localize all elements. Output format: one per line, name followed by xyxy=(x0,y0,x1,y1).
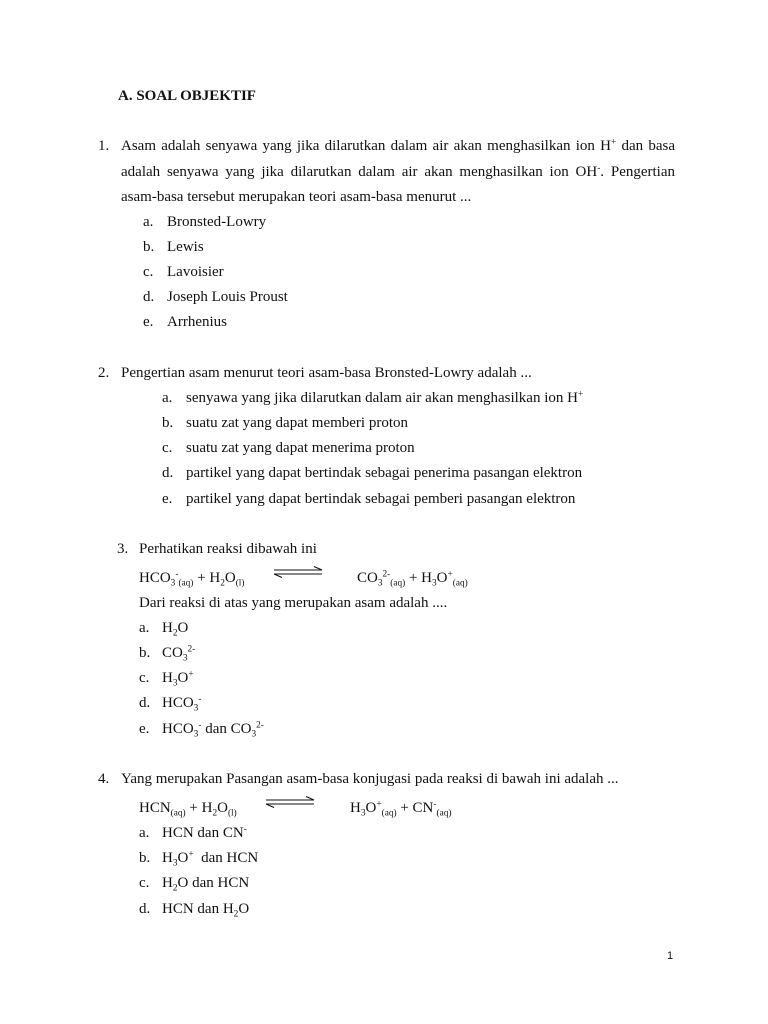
q2-option-c-label: c. xyxy=(162,440,173,456)
q3-number: 3. xyxy=(117,541,129,557)
q1-option-c-label: c. xyxy=(143,264,154,280)
q2-number: 2. xyxy=(98,365,110,381)
q4-option-b-label: b. xyxy=(139,850,151,866)
q3-text: Perhatikan reaksi dibawah ini xyxy=(139,541,317,557)
q1-line-2: adalah senyawa yang jika dilarutkan dalam air akan menghasilkan ion OH-. Pengertian xyxy=(121,163,675,180)
q1-option-b-label: b. xyxy=(143,239,155,255)
q1-option-a: Bronsted-Lowry xyxy=(167,214,267,230)
q3-option-e-label: e. xyxy=(139,721,150,737)
section-title: A. SOAL OBJEKTIF xyxy=(118,88,256,104)
q3-reaction-right: $CO_3^{2-}_{(aq)} + H_3O^+_{(aq)}$ xyxy=(357,569,468,589)
q1-option-d-label: d. xyxy=(143,289,155,305)
q3-option-c: $H_3O^+$ xyxy=(162,669,194,689)
q1-option-b: Lewis xyxy=(167,239,204,255)
q3-option-a-label: a. xyxy=(139,620,150,636)
q1-number: 1. xyxy=(98,138,110,154)
equilibrium-arrow-icon xyxy=(264,796,316,808)
q1-option-c: Lavoisier xyxy=(167,264,224,280)
q1-line-3: asam-basa tersebut merupakan teori asam-basa menurut ... xyxy=(121,189,472,205)
q4-number: 4. xyxy=(98,771,110,787)
q3-option-d: $HCO_3^-$ xyxy=(162,694,202,714)
q2-option-a-label: a. xyxy=(162,390,173,406)
q4-text: Yang merupakan Pasangan asam-basa konjugasi pada reaksi di bawah ini adalah ... xyxy=(121,771,619,787)
q3-reaction-left: $HCO_3^-_{(aq)} + H_2O_{(l)}$ xyxy=(139,569,245,589)
q4-option-c-label: c. xyxy=(139,875,150,891)
q3-option-a: $H_2O$ xyxy=(162,620,189,639)
q1-option-e: Arrhenius xyxy=(167,314,227,330)
q1-option-a-label: a. xyxy=(143,214,154,230)
q4-option-b: $H_3O^+$ dan HCN xyxy=(162,849,259,869)
q4-option-a: HCN dan CN- xyxy=(162,824,247,841)
q2-option-e-label: e. xyxy=(162,491,173,507)
q1-option-d: Joseph Louis Proust xyxy=(167,289,288,305)
q2-option-b: suatu zat yang dapat memberi proton xyxy=(186,415,409,431)
q2-text: Pengertian asam menurut teori asam-basa Bronsted-Lowry adalah ... xyxy=(121,365,532,381)
q4-reaction-right: $H_3O^+_{(aq)} + CN^-_{(aq)}$ xyxy=(350,799,452,819)
equilibrium-arrow-icon xyxy=(272,566,324,578)
q4-reaction-left: $HCN_{(aq)} + H_2O_{(l)}$ xyxy=(139,800,237,819)
q4-option-a-label: a. xyxy=(139,825,150,841)
q2-option-d: partikel yang dapat bertindak sebagai penerima pasangan elektron xyxy=(186,465,583,481)
q3-option-e: $HCO_3^-$ dan $CO_3^{2-}$ xyxy=(162,720,264,740)
page-number: 1 xyxy=(667,950,674,962)
q2-option-b-label: b. xyxy=(162,415,174,431)
q1-option-e-label: e. xyxy=(143,314,154,330)
q4-option-d: HCN dan $H_2O$ xyxy=(162,901,250,920)
q2-option-e: partikel yang dapat bertindak sebagai pemberi pasangan elektron xyxy=(186,491,576,507)
q2-option-a: senyawa yang jika dilarutkan dalam air akan menghasilkan ion H+ xyxy=(186,389,584,406)
q4-option-d-label: d. xyxy=(139,901,151,917)
q1-line-1: Asam adalah senyawa yang jika dilarutkan dalam air akan menghasilkan ion H+ dan basa xyxy=(121,137,676,154)
q3-option-c-label: c. xyxy=(139,670,150,686)
q2-option-c: suatu zat yang dapat menerima proton xyxy=(186,440,415,456)
q3-question: Dari reaksi di atas yang merupakan asam adalah .... xyxy=(139,595,448,611)
q3-option-b: $CO_3^{2-}$ xyxy=(162,644,196,664)
q2-option-d-label: d. xyxy=(162,465,174,481)
q3-option-d-label: d. xyxy=(139,695,151,711)
q4-option-c: $H_2O$ dan HCN xyxy=(162,875,250,894)
q3-option-b-label: b. xyxy=(139,645,151,661)
